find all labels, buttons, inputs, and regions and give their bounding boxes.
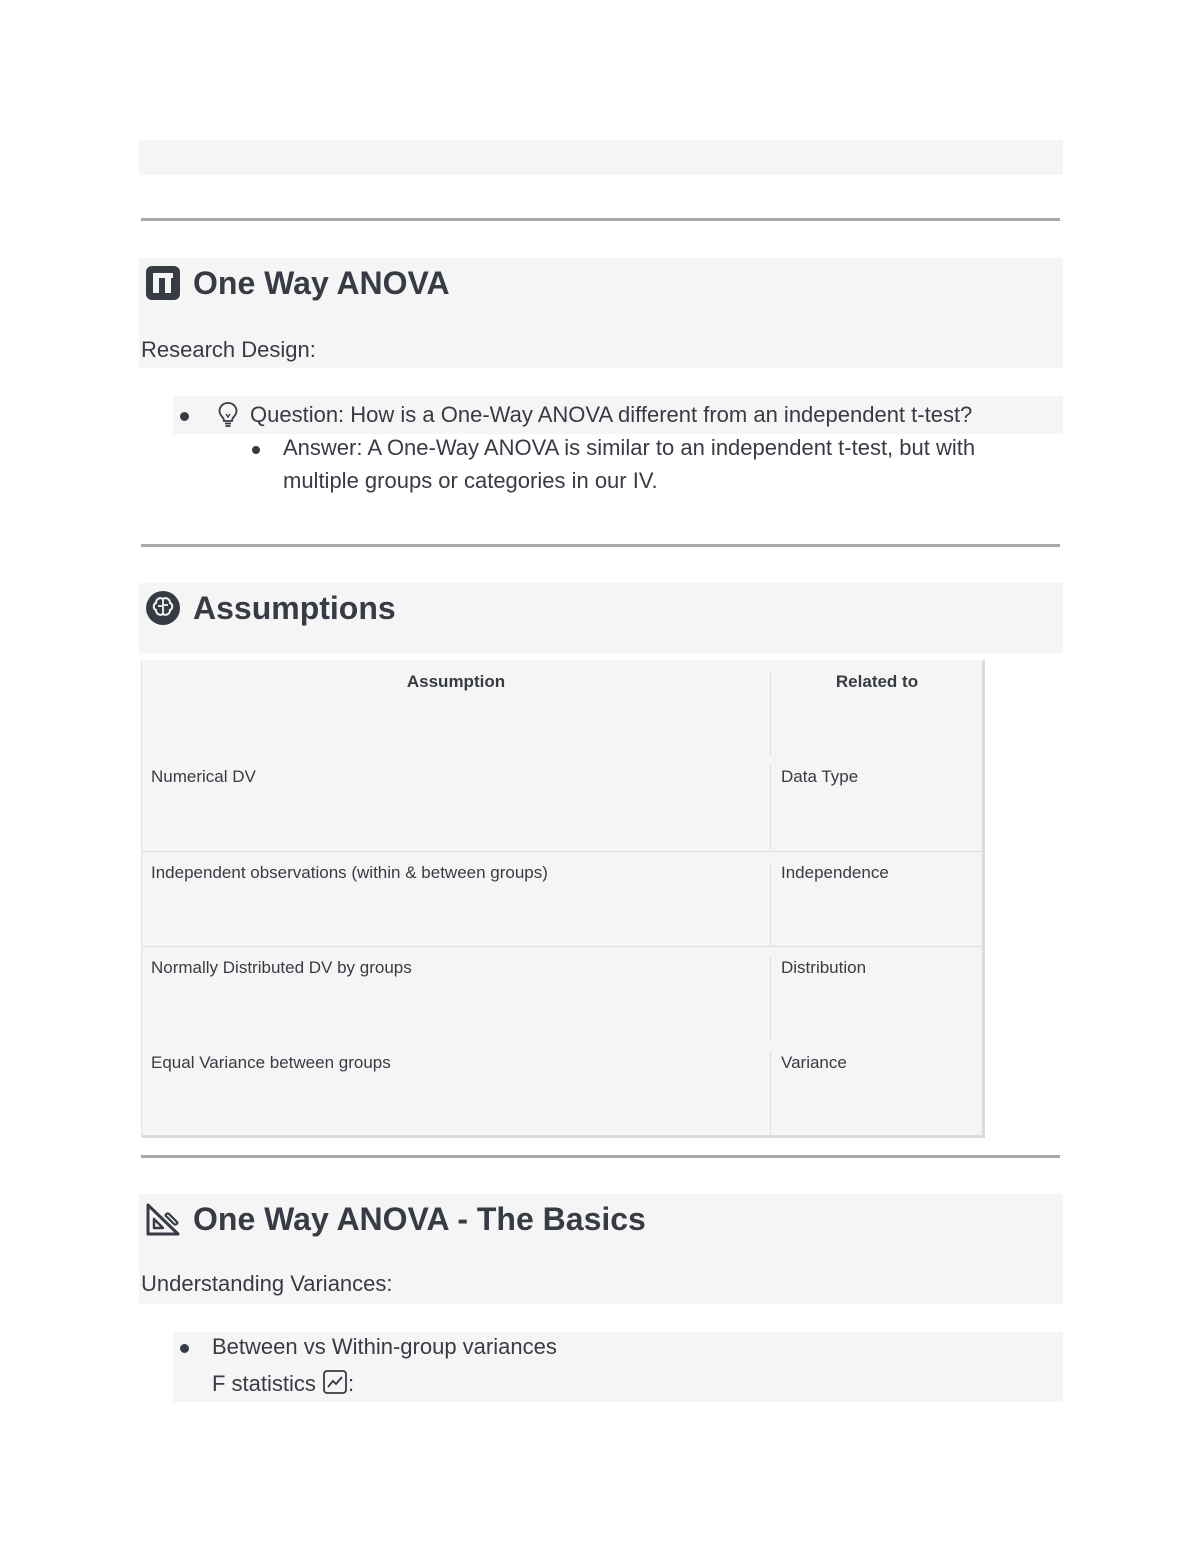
column-divider xyxy=(770,765,771,850)
section-title: One Way ANOVA xyxy=(193,264,450,301)
assumptions-table xyxy=(141,660,985,1138)
table-row xyxy=(142,851,983,947)
table-row xyxy=(142,946,983,1042)
section-heading-assumptions xyxy=(145,587,396,629)
column-divider xyxy=(770,1051,771,1135)
table-cell: Independent observations (within & between groups) xyxy=(151,863,548,882)
lightbulb-icon xyxy=(217,401,239,429)
question-text: Question: How is a One-Way ANOVA different from an independent t-test? xyxy=(250,402,973,427)
answer-text-line2: multiple groups or categories in our IV. xyxy=(283,468,658,493)
bullet-text-line2 xyxy=(212,1369,354,1401)
set-square-icon xyxy=(145,1201,181,1237)
column-header-assumption: Assumption xyxy=(406,672,506,691)
list-bullet xyxy=(180,412,189,421)
table-row xyxy=(142,755,983,850)
divider xyxy=(141,1155,1060,1158)
table-cell: Independence xyxy=(781,863,889,882)
colon-text: : xyxy=(348,1371,355,1396)
chart-increasing-icon xyxy=(322,1369,348,1401)
answer-text-line1: Answer: A One-Way ANOVA is similar to an independent t-test, but with xyxy=(283,435,976,460)
table-cell: Variance xyxy=(781,1053,847,1072)
textbox-icon xyxy=(145,265,181,301)
list-bullet xyxy=(180,1344,189,1353)
section-heading-one-way-anova xyxy=(145,262,450,304)
column-divider xyxy=(770,862,771,947)
section-heading-basics xyxy=(145,1198,646,1240)
divider xyxy=(141,544,1060,547)
section-title: One Way ANOVA - The Basics xyxy=(193,1200,646,1237)
column-header-related-to: Related to xyxy=(835,672,919,691)
table-cell: Numerical DV xyxy=(151,767,256,786)
table-cell: Normally Distributed DV by groups xyxy=(151,958,412,977)
table-row xyxy=(142,1041,983,1136)
table-cell: Distribution xyxy=(781,958,867,977)
empty-block xyxy=(139,140,1063,175)
f-statistics-text: F statistics xyxy=(212,1371,316,1396)
section-title: Assumptions xyxy=(193,589,396,626)
understanding-variances-label: Understanding Variances: xyxy=(141,1271,393,1296)
table-cell: Data Type xyxy=(781,767,859,786)
divider xyxy=(141,218,1060,221)
bullet-text-line1: Between vs Within-group variances xyxy=(212,1334,557,1359)
column-divider xyxy=(770,957,771,1042)
table-header-row xyxy=(142,660,983,755)
brain-icon xyxy=(145,590,181,626)
table-cell: Equal Variance between groups xyxy=(151,1053,391,1072)
research-design-label: Research Design: xyxy=(141,337,316,362)
list-bullet-nested xyxy=(252,446,260,454)
